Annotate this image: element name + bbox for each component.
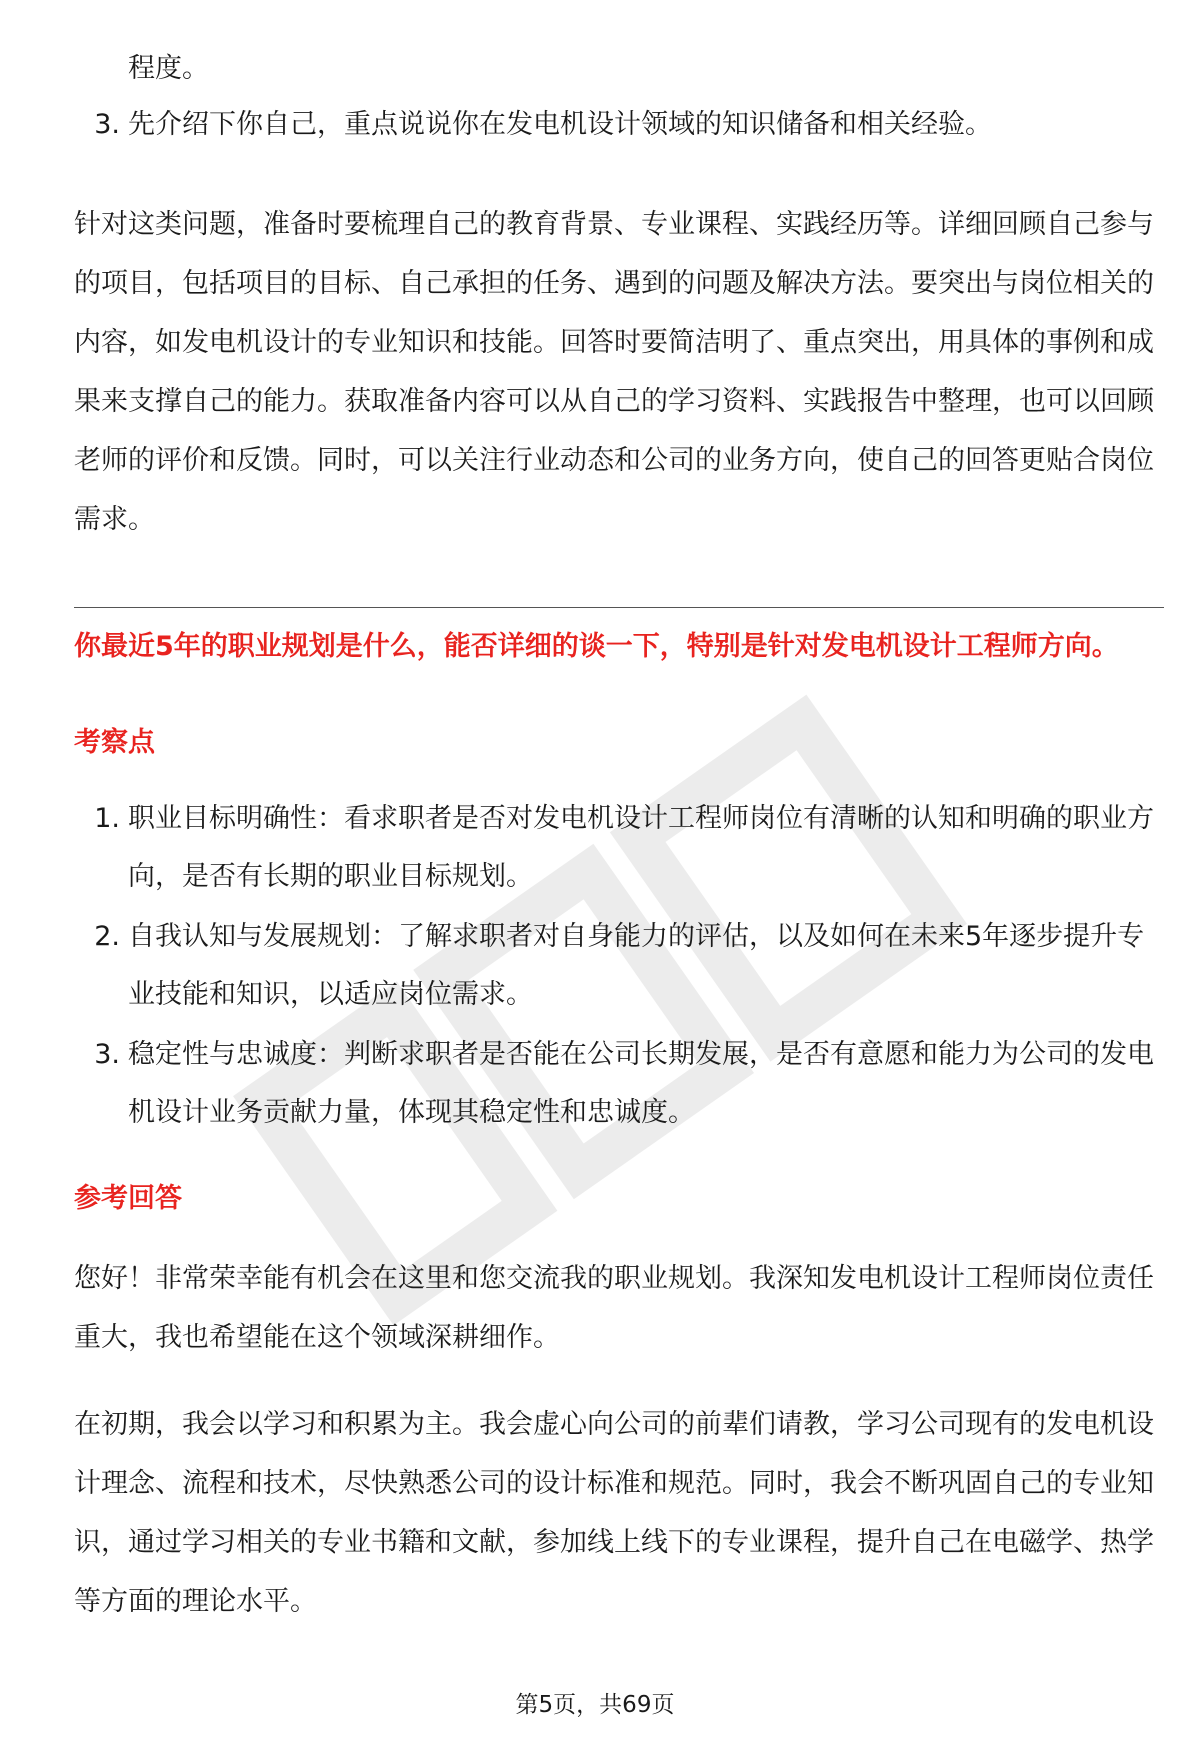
exam-points-heading: 考察点 bbox=[74, 727, 155, 758]
list-text: 职业目标明确性：看求职者是否对发电机设计工程师岗位有清晰的认知和明确的职业方向，是否有长期的职业目标规划。 bbox=[128, 803, 1154, 892]
list-number: 3. bbox=[94, 109, 120, 140]
list-text: 先介绍下你自己，重点说说你在发电机设计领域的知识储备和相关经验。 bbox=[128, 109, 992, 140]
list-text: 自我认知与发展规划：了解求职者对自身能力的评估，以及如何在未来5年逐步提升专业技能和知识，以适应岗位需求。 bbox=[128, 921, 1145, 1010]
list-text: 稳定性与忠诚度：判断求职者是否能在公司长期发展，是否有意愿和能力为公司的发电机设计业务贡献力量，体现其稳定性和忠诚度。 bbox=[128, 1039, 1154, 1128]
answer-paragraph: 您好！非常荣幸能有机会在这里和您交流我的职业规划。我深知发电机设计工程师岗位责任重大，我也希望能在这个领域深耕细作。 bbox=[74, 1263, 1154, 1353]
list-number: 1. bbox=[94, 803, 120, 834]
page-footer: 第5页，共69页 bbox=[515, 1692, 675, 1718]
list-number: 2. bbox=[94, 921, 120, 952]
question-title: 你最近5年的职业规划是什么，能否详细的谈一下，特别是针对发电机设计工程师方向。 bbox=[74, 631, 1119, 662]
answer-heading: 参考回答 bbox=[74, 1183, 182, 1214]
list-number: 3. bbox=[94, 1039, 120, 1070]
continuation-text: 程度。 bbox=[128, 53, 209, 84]
advice-paragraph: 针对这类问题，准备时要梳理自己的教育背景、专业课程、实践经历等。详细回顾自己参与的项目，包括项目的目标、自己承担的任务、遇到的问题及解决方法。要突出与岗位相关的内容，如发电机设计的专业知识和技能。回答时要简洁明了、重点突出，用具体的事例和成果来支撑自己的能力。获取准备内容可以从自己的学习资料、实践报告中整理，也可以回顾老师的评价和反馈。同时，可以关注行业动态和公司的业务方向，使自己的回答更贴合岗位需求。 bbox=[74, 209, 1154, 535]
section-divider bbox=[74, 607, 1164, 608]
answer-paragraph: 在初期，我会以学习和积累为主。我会虚心向公司的前辈们请教，学习公司现有的发电机设计理念、流程和技术，尽快熟悉公司的设计标准和规范。同时，我会不断巩固自己的专业知识，通过学习相关的专业书籍和文献，参加线上线下的专业课程，提升自己在电磁学、热学等方面的理论水平。 bbox=[74, 1409, 1154, 1617]
